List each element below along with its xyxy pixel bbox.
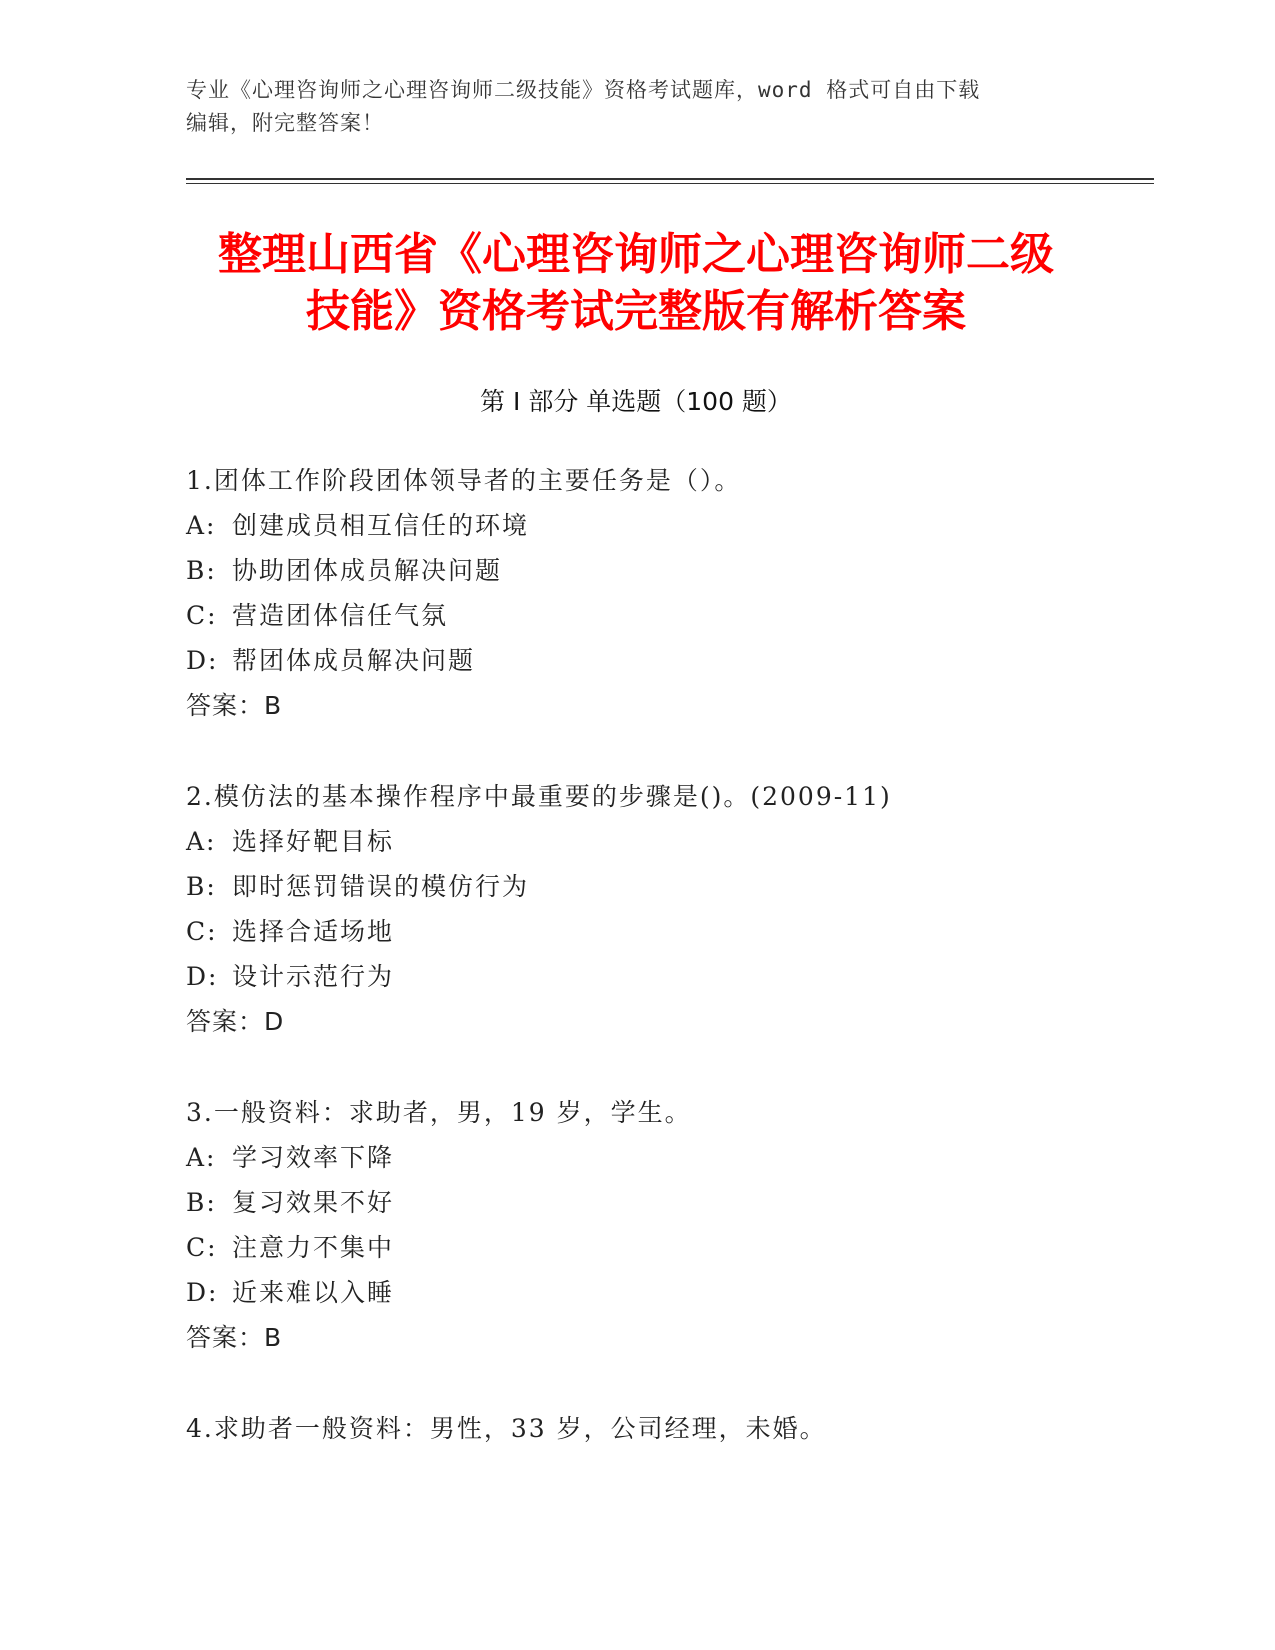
question-block — [186, 774, 1126, 1044]
question-stem: 3.一般资料：求助者，男，19 岁，学生。 — [186, 1098, 692, 1127]
option-letter: C: — [186, 917, 218, 946]
document-title — [186, 226, 1086, 340]
option-text: 复习效果不好 — [232, 1188, 395, 1217]
question-stem: 4.求助者一般资料：男性，33 岁，公司经理，未婚。 — [186, 1414, 827, 1443]
option-text: 即时惩罚错误的模仿行为 — [232, 872, 530, 901]
option-text: 帮团体成员解决问题 — [232, 646, 476, 675]
option-text: 营造团体信任气氛 — [232, 601, 449, 630]
option-text: 注意力不集中 — [232, 1233, 395, 1262]
option-text: 创建成员相互信任的环境 — [232, 511, 530, 540]
option-letter: A: — [186, 1143, 217, 1172]
option-letter: B: — [186, 872, 217, 901]
option-a — [186, 503, 1126, 548]
option-letter: A: — [186, 511, 217, 540]
option-letter: D: — [186, 1278, 219, 1307]
header-divider-thin — [186, 183, 1154, 184]
answer-line: 答案：B — [186, 1323, 283, 1352]
document-title-line: 技能》资格考试完整版有解析答案 — [306, 286, 966, 337]
question-block — [186, 458, 1126, 728]
option-letter: D: — [186, 646, 219, 675]
option-c — [186, 1225, 1126, 1270]
option-letter: B: — [186, 1188, 217, 1217]
question-block — [186, 1406, 1126, 1451]
option-text: 选择合适场地 — [232, 917, 395, 946]
option-letter: A: — [186, 827, 217, 856]
option-text: 设计示范行为 — [232, 962, 395, 991]
option-letter: B: — [186, 556, 217, 585]
question-stem: 1.团体工作阶段团体领导者的主要任务是（）。 — [186, 466, 742, 495]
answer-line: 答案：D — [186, 1007, 285, 1036]
option-letter: C: — [186, 1233, 218, 1262]
option-b — [186, 548, 1126, 593]
option-text: 协助团体成员解决问题 — [232, 556, 503, 585]
option-b — [186, 864, 1126, 909]
header-divider-thick — [186, 178, 1154, 180]
option-c — [186, 909, 1126, 954]
option-d — [186, 954, 1126, 999]
option-text: 学习效率下降 — [232, 1143, 395, 1172]
document-title-line: 整理山西省《心理咨询师之心理咨询师二级 — [218, 229, 1054, 280]
option-b — [186, 1180, 1126, 1225]
option-letter: C: — [186, 601, 218, 630]
header-note-line: 专业《心理咨询师之心理咨询师二级技能》资格考试题库，word 格式可自由下载 — [186, 78, 981, 102]
section-title: 第 I 部分 单选题（100 题） — [480, 387, 792, 416]
question-stem: 2.模仿法的基本操作程序中最重要的步骤是()。(2009-11) — [186, 782, 892, 811]
option-text: 选择好靶目标 — [232, 827, 395, 856]
question-block — [186, 1090, 1126, 1360]
option-d — [186, 638, 1126, 683]
option-a — [186, 1135, 1126, 1180]
option-d — [186, 1270, 1126, 1315]
header-note-line: 编辑，附完整答案！ — [186, 111, 384, 135]
option-letter: D: — [186, 962, 219, 991]
header-note — [186, 74, 1066, 140]
option-a — [186, 819, 1126, 864]
option-c — [186, 593, 1126, 638]
option-text: 近来难以入睡 — [232, 1278, 395, 1307]
answer-line: 答案：B — [186, 691, 283, 720]
